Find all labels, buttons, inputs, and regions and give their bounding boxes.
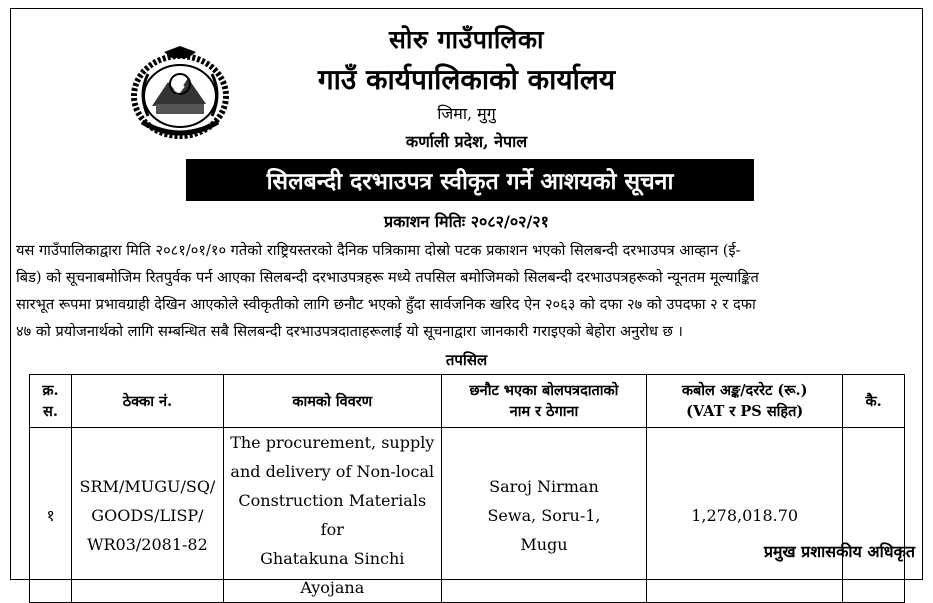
cell-bidder: Saroj Nirman Sewa, Soru-1, Mugu xyxy=(441,428,647,603)
schedule-label: तपसिल xyxy=(445,351,488,369)
publish-date: प्रकाशन मितिः २०८२/०२/२१ xyxy=(384,212,549,231)
notice-body xyxy=(16,237,915,345)
header-bidder: छनौट भएका बोलपत्रदाताको नाम र ठेगाना xyxy=(441,375,647,428)
header-work-description: कामको विवरण xyxy=(223,375,441,428)
municipality-name: सोरु गाउँपालिका xyxy=(388,25,545,54)
table-header-row xyxy=(30,375,905,428)
cell-remarks xyxy=(843,428,905,603)
header-contract-no: ठेक्का नं. xyxy=(71,375,223,428)
header-bid-amount: कबोल अङ्क/दररेट (रू.) (VAT र PS सहित) xyxy=(647,375,843,428)
district-line: जिमा, मुगु xyxy=(437,104,496,123)
table-row xyxy=(30,428,905,603)
bid-table xyxy=(29,374,905,603)
notice-title-banner: सिलबन्दी दरभाउपत्र स्वीकृत गर्ने आशयको सूचना xyxy=(186,159,754,201)
cell-work-description: The procurement, supply and delivery of Non-local Construction Materials for Ghatakuna Sinchi Ayojana xyxy=(223,428,441,603)
body-line: बिड) को सूचनाबमोजिम रितपुर्वक पर्न आएका सिलबन्दी दरभाउपत्रहरू मध्ये तपसिल बमोजिमको सिलबन्दी दरभाउपत्रहरूको न्यूनतम मूल्याङ्कित xyxy=(16,269,759,286)
cell-serial: १ xyxy=(30,428,72,603)
cell-bid-amount: 1,278,018.70 xyxy=(647,428,843,603)
body-line: यस गाउँपालिकाद्वारा मिति २०८१/०१/१० गतेको राष्ट्रियस्तरको दैनिक पत्रिकामा दोस्रो पटक प्रकाशन भएको सिलबन्दी दरभाउपत्र आव्हान (ई- xyxy=(16,242,741,259)
header-remarks: कै. xyxy=(843,375,905,428)
province-line: कर्णाली प्रदेश, नेपाल xyxy=(405,132,528,151)
body-line: सारभूत रूपमा प्रभावग्राही देखिन आएकोले स्वीकृतीको लागि छनौट भएको हुँदा सार्वजनिक खरिद ऐन २०६३ को दफा २७ को उपदफा २ र दफा xyxy=(16,296,756,313)
signatory-title: प्रमुख प्रशासकीय अधिकृत xyxy=(763,542,915,561)
cell-contract-no: SRM/MUGU/SQ/ GOODS/LISP/ WR03/2081-82 xyxy=(71,428,223,603)
office-name: गाउँ कार्यपालिकाको कार्यालय xyxy=(317,63,616,96)
header-serial: क्र. स. xyxy=(30,375,72,428)
body-line: ४७ को प्रयोजनार्थको लागि सम्बन्धित सबै सिलबन्दी दरभाउपत्रदाताहरूलाई यो सूचनाद्वारा जानकारी गराइएको बेहोरा अनुरोध छ । xyxy=(16,323,683,340)
